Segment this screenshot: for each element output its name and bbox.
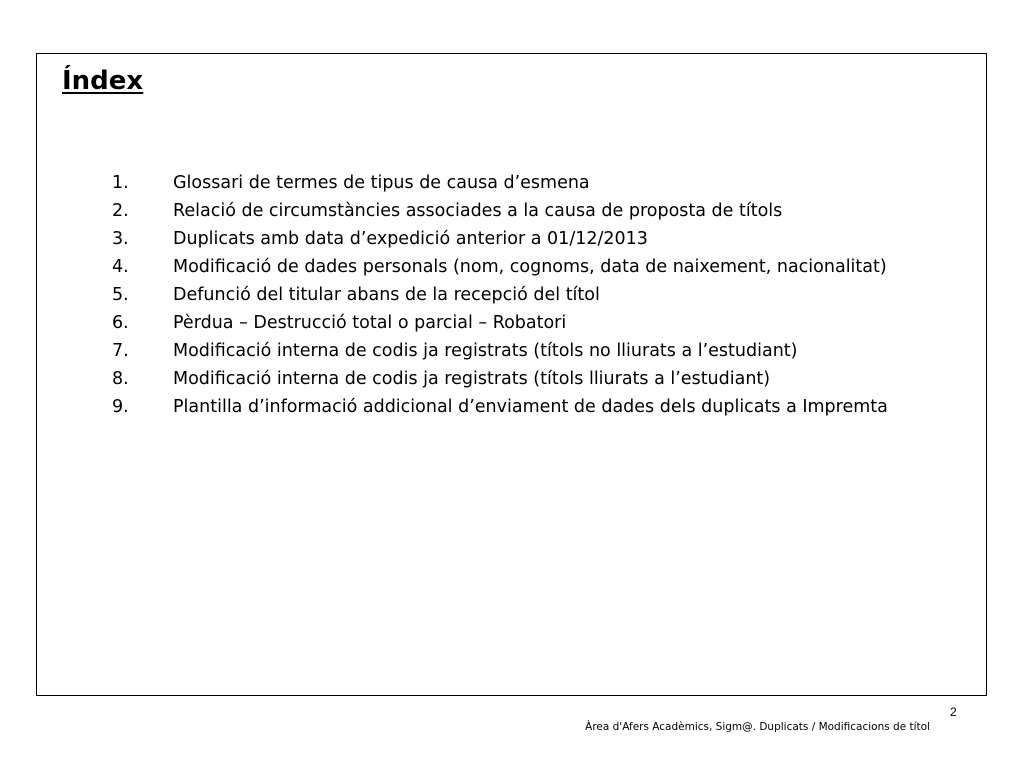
index-number: 2. xyxy=(112,201,129,221)
index-item-9 xyxy=(112,396,953,419)
index-number: 7. xyxy=(112,341,129,361)
index-item-7 xyxy=(112,340,953,363)
index-text: Glossari de termes de tipus de causa d’esmena xyxy=(173,173,590,193)
index-number: 5. xyxy=(112,285,129,305)
index-text: Defunció del titular abans de la recepció del títol xyxy=(173,285,600,305)
index-item-8 xyxy=(112,368,953,391)
footer-text: Àrea d'Afers Acadèmics, Sigm@. Duplicats / Modificacions de títol xyxy=(585,721,930,733)
index-item-4 xyxy=(112,256,953,279)
index-number: 1. xyxy=(112,173,129,193)
index-number: 4. xyxy=(112,257,129,277)
index-number: 8. xyxy=(112,369,129,389)
index-text: Modificació de dades personals (nom, cognoms, data de naixement, nacionalitat) xyxy=(173,257,887,277)
index-text: Pèrdua – Destrucció total o parcial – Robatori xyxy=(173,313,567,333)
index-text: Relació de circumstàncies associades a la causa de proposta de títols xyxy=(173,201,783,221)
index-number: 9. xyxy=(112,397,129,417)
slide-title: Índex xyxy=(62,66,144,96)
index-number: 3. xyxy=(112,229,129,249)
index-item-6 xyxy=(112,312,953,335)
index-text: Modificació interna de codis ja registrats (títols lliurats a l’estudiant) xyxy=(173,369,771,389)
index-item-5 xyxy=(112,284,953,307)
index-text: Plantilla d’informació addicional d’enviament de dades dels duplicats a Impremta xyxy=(173,397,888,417)
index-item-2 xyxy=(112,200,953,223)
index-text: Modificació interna de codis ja registrats (títols no lliurats a l’estudiant) xyxy=(173,341,798,361)
index-text: Duplicats amb data d’expedició anterior a 01/12/2013 xyxy=(173,229,648,249)
index-item-1 xyxy=(112,172,953,195)
page-number: 2 xyxy=(950,705,957,719)
index-item-3 xyxy=(112,228,953,251)
index-number: 6. xyxy=(112,313,129,333)
index-list xyxy=(112,172,953,424)
